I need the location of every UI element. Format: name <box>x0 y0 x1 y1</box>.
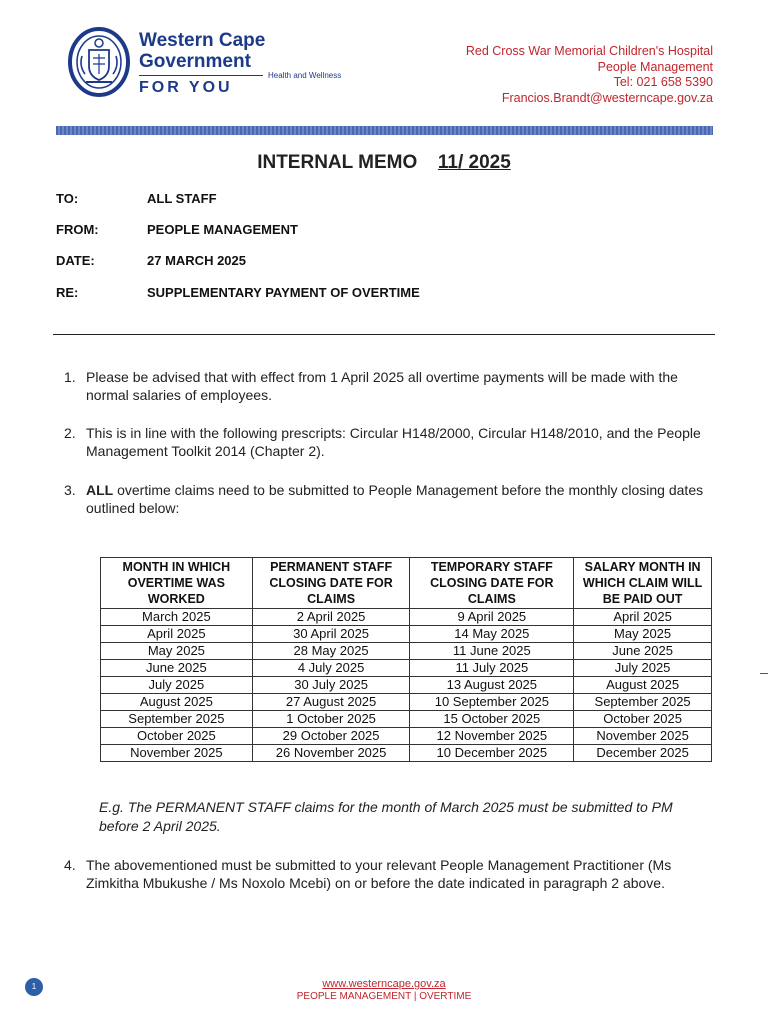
contact-block <box>466 44 713 106</box>
table-cell: 28 May 2025 <box>252 643 410 660</box>
table-cell: September 2025 <box>574 694 712 711</box>
table-cell: 30 July 2025 <box>252 677 410 694</box>
unit-name: People Management <box>597 59 713 74</box>
closing-dates-table <box>100 557 712 762</box>
paragraph-text: This is in line with the following prescripts: Circular H148/2000, Circular H148/2010, and the People Management Toolkit 2014 (Chapter 2). <box>86 425 701 459</box>
re-label: RE: <box>56 285 79 300</box>
table-cell: 15 October 2025 <box>410 711 574 728</box>
re-value: SUPPLEMENTARY PAYMENT OF OVERTIME <box>147 285 420 300</box>
margin-mark <box>760 673 768 674</box>
table-cell: 9 April 2025 <box>410 609 574 626</box>
table-row <box>101 609 712 626</box>
date-label: DATE: <box>56 253 95 268</box>
table-cell: April 2025 <box>101 626 253 643</box>
table-cell: November 2025 <box>574 728 712 745</box>
emphasis-all: ALL <box>86 482 114 498</box>
table-row <box>101 694 712 711</box>
table-cell: June 2025 <box>101 660 253 677</box>
table-cell: 12 November 2025 <box>410 728 574 745</box>
table-cell: April 2025 <box>574 609 712 626</box>
paragraph-text <box>86 481 714 517</box>
table-cell: August 2025 <box>101 694 253 711</box>
table-body <box>101 609 712 762</box>
page-number: 1 <box>25 978 43 996</box>
table-row <box>101 745 712 762</box>
memo-title <box>0 152 768 174</box>
example-note: E.g. The PERMANENT STAFF claims for the month of March 2025 must be submitted to PM before 2 April 2025. <box>99 799 673 834</box>
table-cell: 10 September 2025 <box>410 694 574 711</box>
paragraph-number: 2. <box>64 425 76 441</box>
to-value: ALL STAFF <box>147 191 217 206</box>
memo-title-text: INTERNAL MEMO <box>257 152 418 173</box>
department-name: Health and Wellness <box>268 71 342 80</box>
table-cell: September 2025 <box>101 711 253 728</box>
header-rule <box>53 334 715 335</box>
table-cell: October 2025 <box>101 728 253 745</box>
table-cell: March 2025 <box>101 609 253 626</box>
from-label: FROM: <box>56 222 99 237</box>
table-cell: July 2025 <box>574 660 712 677</box>
table-cell: 11 July 2025 <box>410 660 574 677</box>
paragraph-number: 3. <box>64 482 76 498</box>
table-header-row <box>101 558 712 609</box>
table-cell: 14 May 2025 <box>410 626 574 643</box>
to-label: TO: <box>56 191 79 206</box>
table-cell: May 2025 <box>101 643 253 660</box>
email-link[interactable]: Francios.Brandt@westerncape.gov.za <box>501 90 713 105</box>
paragraph-number: 1. <box>64 369 76 385</box>
table-cell: 13 August 2025 <box>410 677 574 694</box>
table-cell: May 2025 <box>574 626 712 643</box>
table-cell: August 2025 <box>574 677 712 694</box>
table-row <box>101 643 712 660</box>
table-cell: 30 April 2025 <box>252 626 410 643</box>
table-cell: July 2025 <box>101 677 253 694</box>
telephone: Tel: 021 658 5390 <box>613 75 713 89</box>
header-band <box>56 126 713 135</box>
date-value: 27 MARCH 2025 <box>147 253 246 268</box>
paragraph-3 <box>64 481 714 517</box>
table-cell: October 2025 <box>574 711 712 728</box>
brand-tagline: FOR YOU <box>139 79 233 96</box>
table-row <box>101 626 712 643</box>
table-cell: 27 August 2025 <box>252 694 410 711</box>
table-row <box>101 711 712 728</box>
paragraph-number: 4. <box>64 857 76 873</box>
paragraph-text: The abovementioned must be submitted to your relevant People Management Practitioner (Ms Zimkitha Mbukushe / Ms Noxolo Mcebi) on or before the date indicated in paragraph 2 above. <box>86 857 672 891</box>
paragraph-1 <box>64 368 714 404</box>
footer-subtitle: PEOPLE MANAGEMENT | OVERTIME <box>296 991 472 1002</box>
table-cell: 26 November 2025 <box>252 745 410 762</box>
paragraph-4 <box>64 856 714 892</box>
column-header: TEMPORARY STAFF CLOSING DATE FOR CLAIMS <box>410 558 574 609</box>
table-cell: November 2025 <box>101 745 253 762</box>
column-header: PERMANENT STAFF CLOSING DATE FOR CLAIMS <box>252 558 410 609</box>
table-cell: December 2025 <box>574 745 712 762</box>
table-row <box>101 677 712 694</box>
coat-of-arms-icon <box>68 26 130 98</box>
paragraph-text-rest: overtime claims need to be submitted to People Management before the monthly closing dates outlined below: <box>86 482 704 516</box>
brand-line-2: Government <box>139 51 251 72</box>
brand-divider <box>139 75 263 76</box>
brand-line-1: Western Cape <box>139 30 266 51</box>
table-cell: 4 July 2025 <box>252 660 410 677</box>
table-cell: 1 October 2025 <box>252 711 410 728</box>
paragraph-text: Please be advised that with effect from 1 April 2025 all overtime payments will be made with the normal salaries of employees. <box>86 369 678 403</box>
column-header: MONTH IN WHICH OVERTIME WAS WORKED <box>101 558 253 609</box>
table-row <box>101 660 712 677</box>
memo-number: 11/ 2025 <box>437 152 511 173</box>
table-row <box>101 728 712 745</box>
from-value: PEOPLE MANAGEMENT <box>147 222 298 237</box>
table-cell: 2 April 2025 <box>252 609 410 626</box>
table-cell: 10 December 2025 <box>410 745 574 762</box>
column-header: SALARY MONTH IN WHICH CLAIM WILL BE PAID OUT <box>574 558 712 609</box>
paragraph-2 <box>64 424 714 460</box>
website-link[interactable]: www.westerncape.gov.za <box>322 978 446 990</box>
table-cell: 29 October 2025 <box>252 728 410 745</box>
hospital-name: Red Cross War Memorial Children's Hospital <box>465 44 713 58</box>
table-cell: 11 June 2025 <box>410 643 574 660</box>
table-cell: June 2025 <box>574 643 712 660</box>
